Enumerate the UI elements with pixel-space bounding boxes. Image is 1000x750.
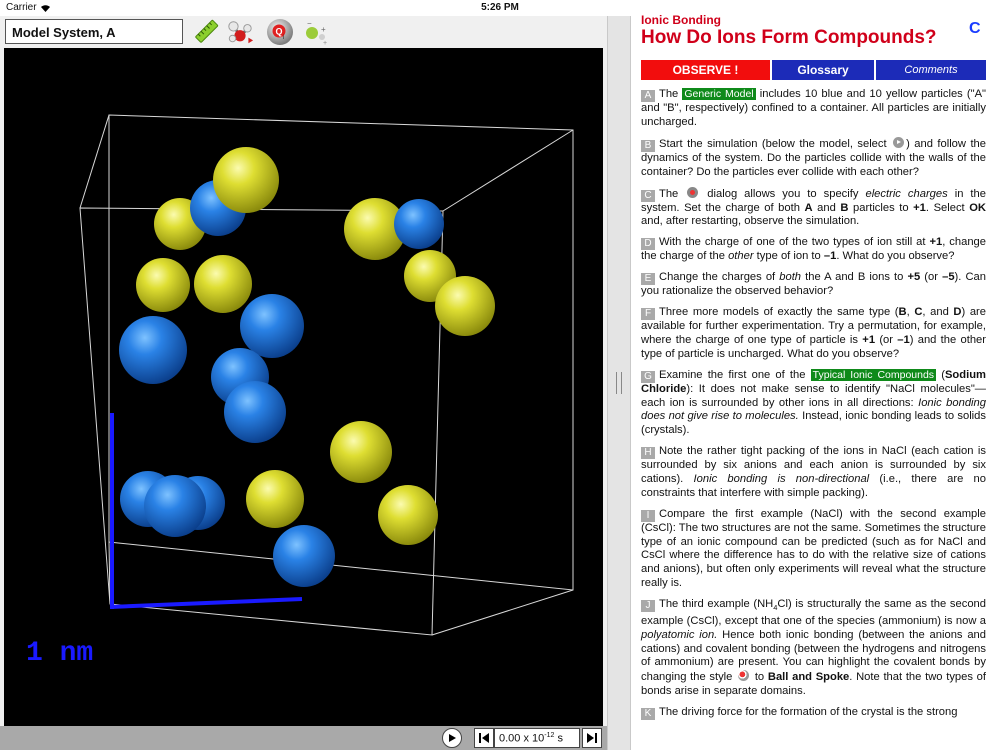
paragraph-h: H Note the rather tight packing of the ions in NaCl (each cation is surrounded by six anions and each anion is surrounded by six cations). Ionic bonding is non-directional (i.e., there are no constraints that interfere with simple packing). [641, 445, 986, 499]
step-back-icon [478, 732, 490, 744]
panel-tabs [641, 60, 986, 80]
svg-text:−: − [307, 19, 312, 28]
paragraph-letter: E [641, 273, 655, 285]
step-forward-button[interactable] [582, 728, 602, 748]
yellow-particle [330, 421, 392, 483]
paragraph-letter: H [641, 447, 655, 459]
model-toolbar [0, 16, 607, 48]
instructions-text [641, 88, 986, 727]
ion-particles-icon[interactable] [303, 18, 331, 46]
svg-text:Q: Q [275, 26, 283, 37]
blue-particle [394, 199, 444, 249]
ruler-icon[interactable] [192, 18, 220, 46]
paragraph-letter: B [641, 140, 655, 152]
scene-canvas[interactable] [4, 48, 603, 726]
yellow-particle [435, 276, 495, 336]
clock: 5:26 PM [481, 2, 519, 13]
scale-label: 1 nm [26, 638, 94, 669]
time-exponent: -12 [544, 732, 555, 739]
charge-dialog-icon[interactable] [266, 18, 294, 46]
model-select[interactable]: Model System, A [5, 19, 183, 44]
svg-text:+: + [323, 40, 328, 46]
blue-particle [240, 294, 304, 358]
yellow-particle [246, 470, 304, 528]
paragraph-b: B Start the simulation (below the model, select ) and follow the dynamics of the system. Do the particles collide with the walls of the container? Do the particles ever collide with each other? [641, 137, 986, 178]
paragraph-c: C The dialog allows you to specify electric charges in the system. Set the charge of both A and B particles to +1. Select OK and, after restarting, observe the simulation. [641, 187, 986, 228]
yellow-particle [213, 147, 279, 213]
play-icon [893, 137, 904, 148]
blue-particle [144, 475, 206, 537]
paragraph-d: D With the charge of one of the two types of ion still at +1, change the charge of the other type of ion to –1. What do you observe? [641, 236, 986, 263]
play-button[interactable] [442, 728, 462, 748]
paragraph-letter: A [641, 90, 655, 102]
step-forward-icon [586, 732, 598, 744]
paragraph-letter: C [641, 190, 655, 202]
generic-model-link[interactable]: Generic Model [684, 88, 754, 100]
paragraph-f: F Three more models of exactly the same type (B, C, and D) are available for further experimentation. Try a permutation, for example, where the charge of one type of particle is +1 (or –1) and the other type of particle is uncharged. What do you observe? [641, 306, 986, 360]
tab-glossary[interactable]: Glossary [772, 60, 874, 80]
paragraph-letter: J [641, 600, 655, 612]
paragraph-letter: G [641, 371, 655, 383]
charge-dialog-icon [687, 187, 698, 198]
play-icon [447, 733, 457, 743]
blue-particle [119, 316, 187, 384]
time-value: 0.00 x 10 [499, 732, 545, 745]
simulation-controls [0, 726, 607, 750]
svg-text:+: + [321, 25, 326, 34]
yellow-particle [136, 258, 190, 312]
step-back-button[interactable] [474, 728, 494, 748]
svg-text:i: i [283, 35, 285, 41]
paragraph-letter: F [641, 308, 655, 320]
yellow-particle [378, 485, 438, 545]
tab-comments[interactable]: Comments [876, 60, 986, 80]
3d-model-viewer[interactable] [4, 48, 603, 726]
blue-particle [273, 525, 335, 587]
refresh-icon[interactable]: C [969, 20, 981, 37]
carrier-label: Carrier [6, 2, 37, 13]
section-subtitle: Ionic Bonding [641, 13, 721, 27]
paragraph-letter: D [641, 238, 655, 250]
paragraph-k: K The driving force for the formation of the crystal is the strong [641, 706, 986, 720]
yellow-particle [194, 255, 252, 313]
molecule-style-icon [738, 670, 749, 681]
paragraph-letter: K [641, 708, 655, 720]
paragraph-j: J The third example $(NH_4Cl)$ is structurally the same as the second example (CsCl), except that one of the species (ammonium) is now a polyatomic ion. Hence both ionic bonding (between the anions and cations) and covalent bonding (between the hydrogens and nitrogens of ammonium) are present. You can highlight the covalent bonds by changing the style to Ball and Spoke. Note that the two types of bonds arise in separate domains. [641, 598, 986, 698]
page-title: How Do Ions Form Compounds? [641, 27, 937, 48]
blue-particle [224, 381, 286, 443]
paragraph-e: E Change the charges of both the A and B ions to +5 (or –5). Can you rationalize the observed behavior? [641, 271, 986, 298]
model-pane [0, 16, 607, 750]
tab-observe[interactable]: OBSERVE ! [641, 60, 770, 80]
divider-grip-icon[interactable] [616, 372, 622, 394]
paragraph-letter: I [641, 510, 655, 522]
time-unit: s [554, 732, 563, 745]
time-display [494, 728, 580, 748]
typical-ionic-compounds-link[interactable]: Typical Ionic Compounds [812, 368, 935, 381]
instruction-panel [631, 0, 1000, 750]
molecule-style-icon[interactable] [226, 18, 254, 46]
paragraph-a: A The Generic Model includes 10 blue and 10 yellow particles ("A" and "B", respectively) confined to a container. All particles are initially uncharged. [641, 88, 986, 128]
paragraph-g: G Examine the first one of the Typical Ionic Compounds (Sodium Chloride): It does not make sense to identify "NaCl molecules"—each ion is surrounded by other ions in all directions: Ionic bonding does not give rise to molecules. Instead, ionic bonding leads to solids (crystals). [641, 368, 986, 437]
split-view-divider[interactable] [607, 16, 631, 750]
paragraph-i: I Compare the first example (NaCl) with the second example (CsCl): The two structures are not the same. Sometimes the structure type of an ionic compound can be predicted (such as for NaCl and CsCl where the difference has to do with the relative size of cations and anions), but often only experiments will reveal what the structure really is. [641, 507, 986, 590]
